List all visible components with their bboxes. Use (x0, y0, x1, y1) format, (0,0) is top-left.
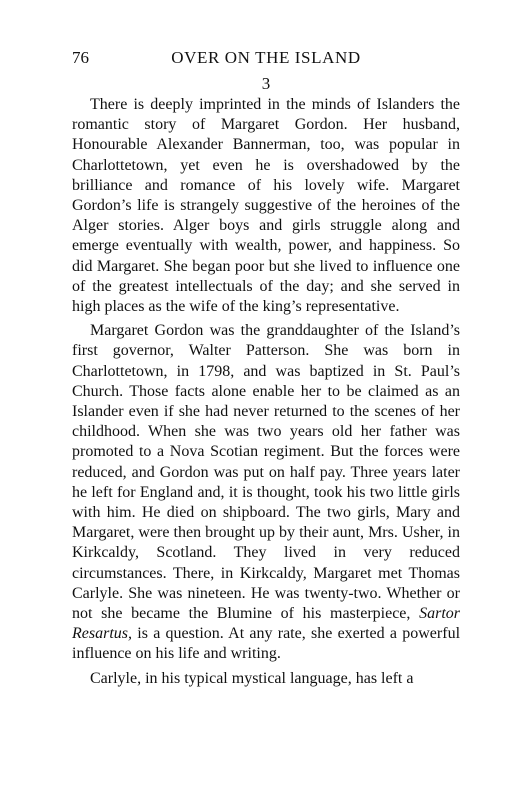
paragraph-3: Carlyle, in his typical mystical language, has left a (90, 669, 414, 687)
running-title: OVER ON THE ISLAND (171, 48, 361, 67)
page-header (72, 45, 460, 71)
paragraph-2 (72, 321, 460, 664)
section-number: 3 (261, 74, 271, 93)
paragraph-1: There is deeply imprinted in the minds of Islanders the romantic story of Margaret Gordon. Her husband, Honourable Alexander Bannerman, too, was popular in Charlottetown, yet even he is overshadowed by the brilliance and romance of his lovely wife. Margaret Gordon’s life is strangely suggestive of the heroines of the Alger stories. Alger boys and girls struggle along and emerge eventually with wealth, power, and happiness. So did Margaret. She began poor but she lived to influence one of the greatest intellectuals of the day; and she served in high places as the wife of the king’s representative. (72, 96, 460, 316)
body-text (72, 95, 460, 689)
book-title-italic: Sartor Resartus, (72, 605, 461, 643)
paragraph-2-tail: is a question. At any rate, she exerted a powerful influence on his life and writing. (72, 625, 461, 663)
paragraph-2-text: Margaret Gordon was the granddaughter of the Island’s first governor, Walter Patterson. She was born in Charlottetown, in 1798, and was baptized in St. Paul’s Church. Those facts alone enable her to be claimed as an Islander even if she had never returned to the scenes of her childhood. When she was two years old her father was promoted to a Nova Scotian regiment. But the forces were reduced, and Gordon was put on half pay. Three years later he left for England and, it is thought, took his two little girls with him. He died on shipboard. The two girls, Mary and Margaret, were then brought up by their aunt, Mrs. Usher, in Kirkcaldy, Scotland. They lived in very reduced circumstances. There, in Kirkcaldy, Margaret met Thomas Carlyle. She was nineteen. He was twenty-two. Whether or not she became the Blumine of his masterpiece, (72, 322, 460, 623)
page-number: 76 (72, 48, 89, 67)
